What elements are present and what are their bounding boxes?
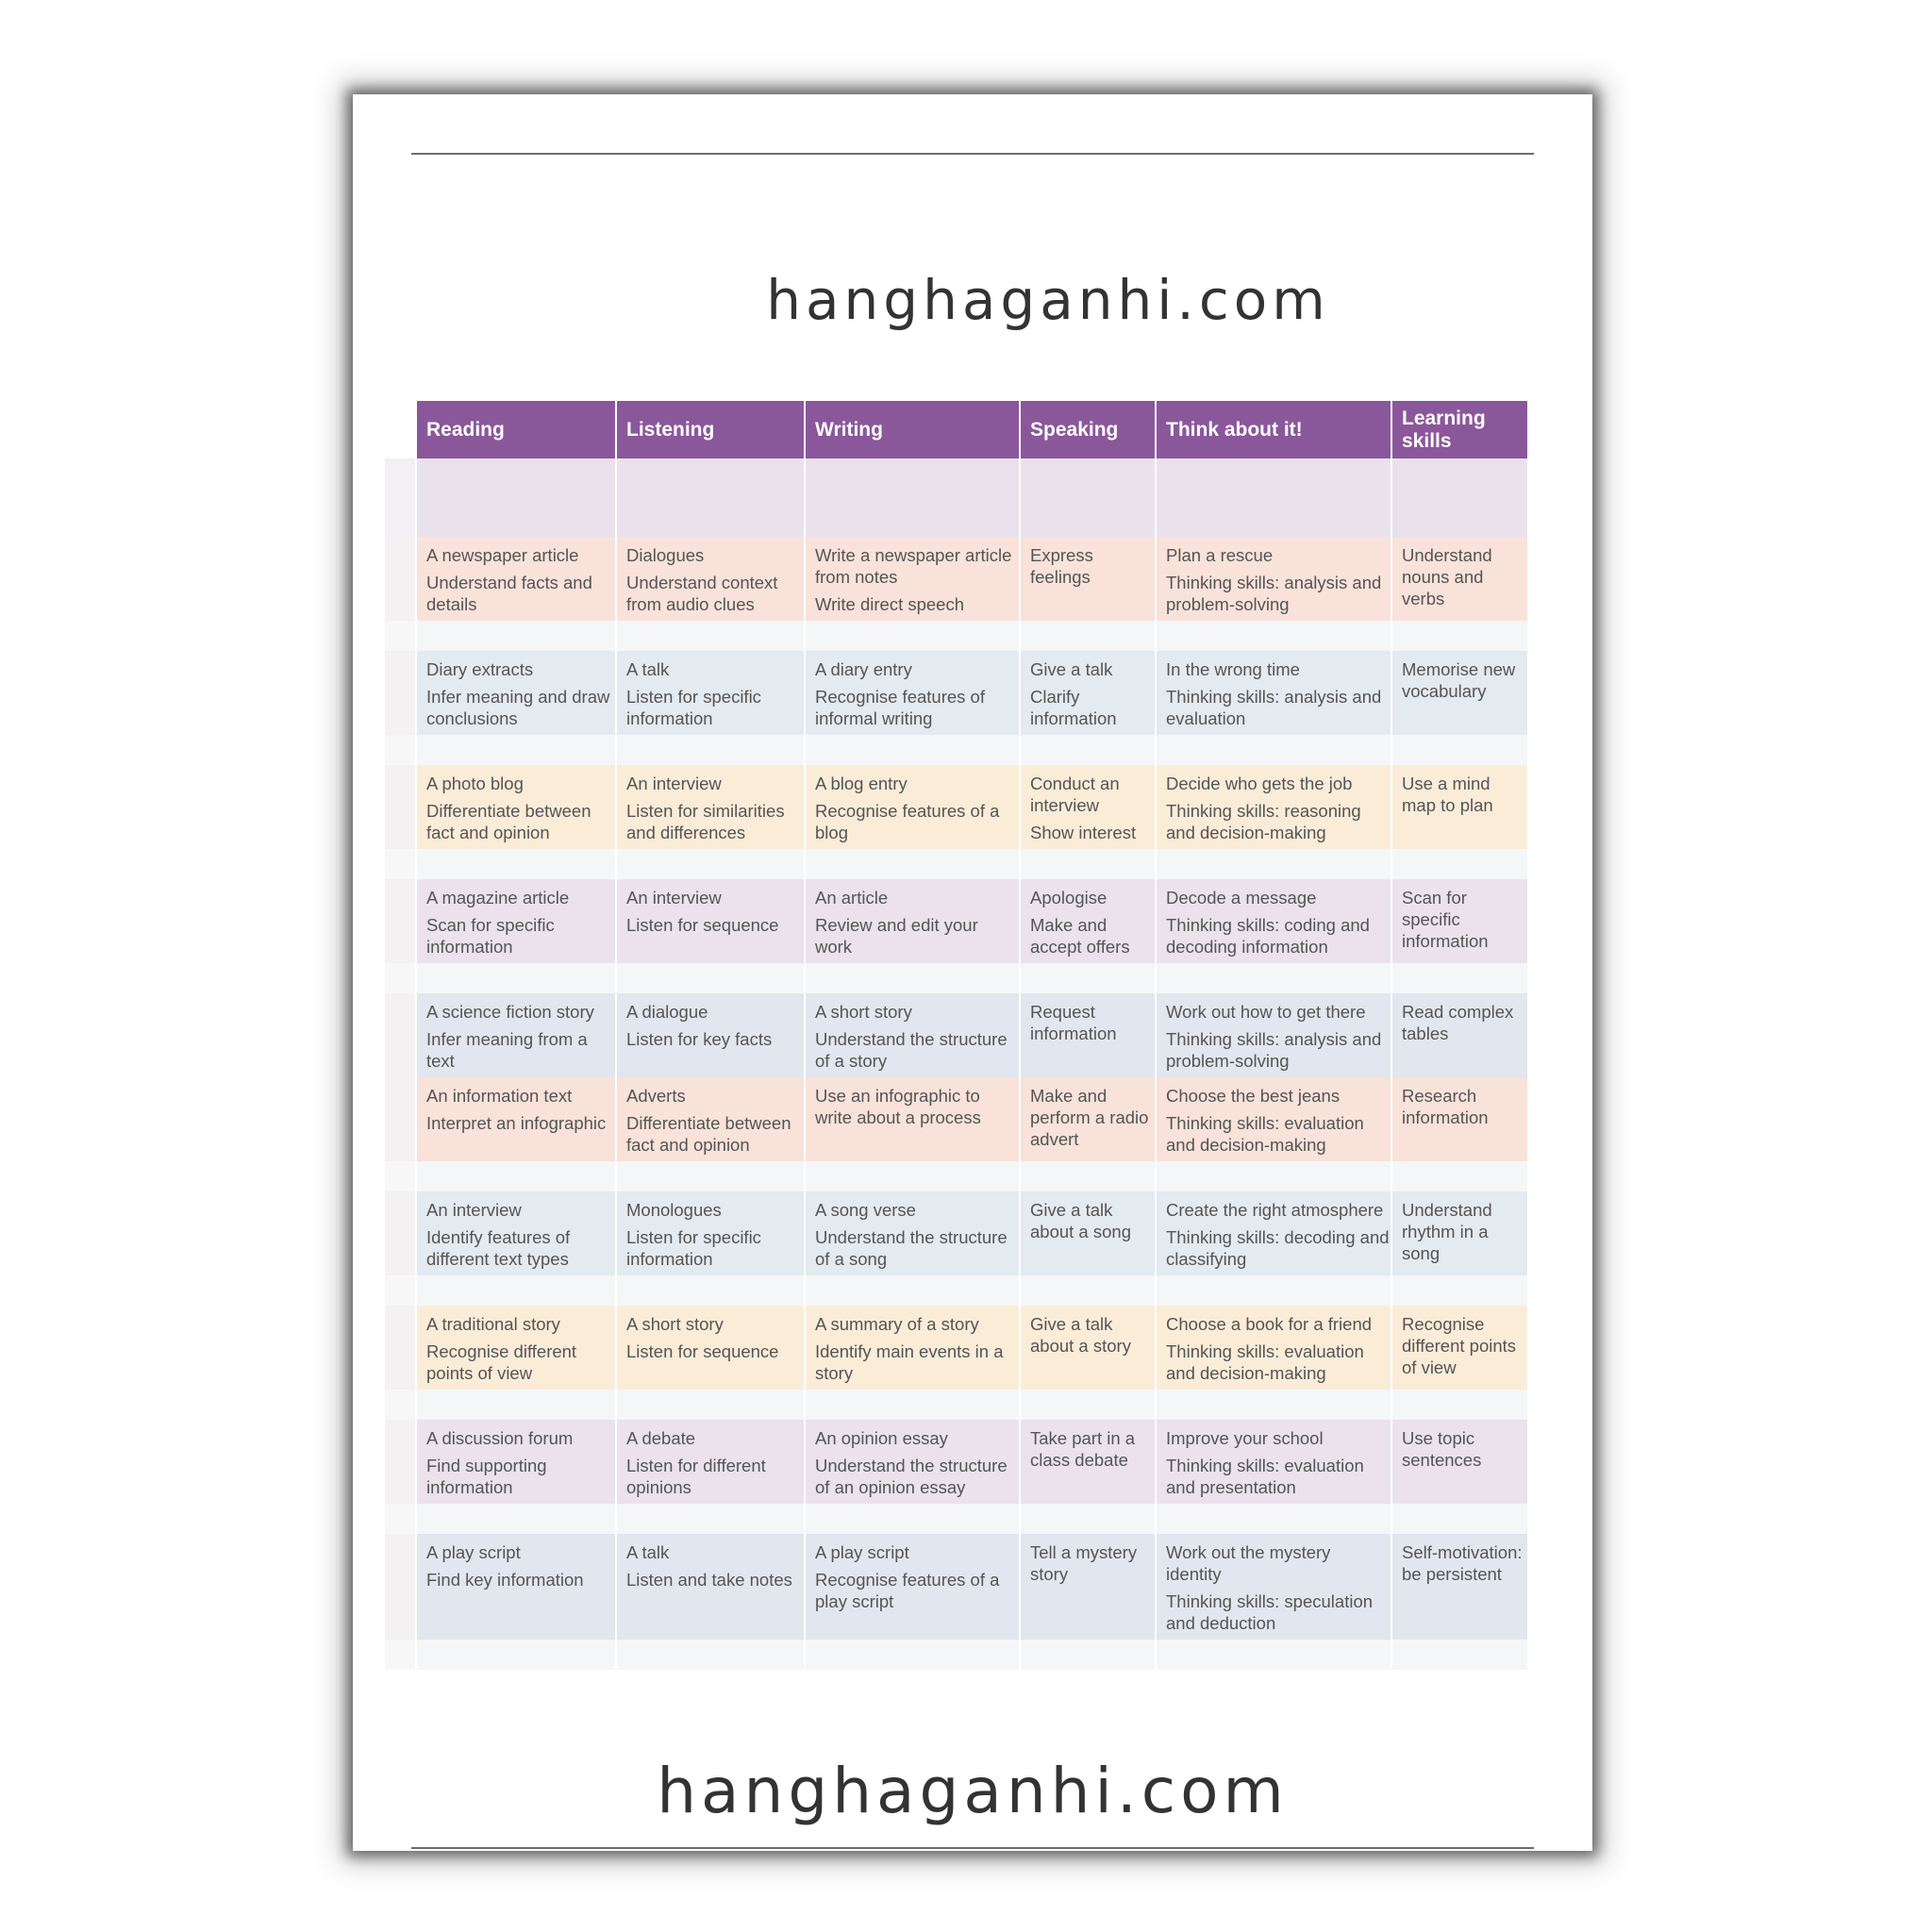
cell-text: Understand facts and details [426,573,592,614]
cell-listening [616,537,805,621]
cell-text: Use an infographic to write about a process [815,1086,981,1127]
cell-text: Give a talk about a story [1030,1314,1131,1356]
cell-text: Use topic sentences [1402,1428,1482,1470]
table-row [384,537,1527,621]
cell-speaking [1020,1534,1156,1640]
cell-reading [416,765,616,849]
cell-text: Plan a rescue [1166,545,1274,565]
cell-text: Scan for specific information [426,915,555,957]
cell-think-about-it [1156,537,1391,621]
cell-text: An article [815,888,889,908]
cell-text: Listen for sequence [626,1341,779,1361]
header-speaking: Speaking [1020,401,1156,458]
row-lead-cell [384,537,416,621]
cell-text: Thinking skills: reasoning and decision-making [1166,801,1361,842]
cell-text: Listen for key facts [626,1029,773,1049]
top-rule [411,153,1534,155]
cell-text: Understand the structure of an opinion essay [815,1456,1008,1497]
cell-think-about-it [1156,1534,1391,1640]
cell-text: A magazine article [426,888,570,908]
cell-text: Recognise different points of view [1402,1314,1517,1377]
cell-think-about-it [1156,1306,1391,1390]
cell-text: Show interest [1030,823,1137,842]
cell-think-about-it [1156,879,1391,963]
cell-speaking [1020,1420,1156,1504]
header-row [384,401,1527,458]
spacer-row [384,621,1527,651]
table-row [384,1420,1527,1504]
cell-learning-skills [1391,1420,1527,1504]
cell-text: Understand context from audio clues [626,573,778,614]
cell-text: A science fiction story [426,1002,594,1022]
cell-text: Choose a book for a friend [1166,1314,1373,1334]
cell-speaking [1020,879,1156,963]
cell-text: Clarify information [1030,687,1117,728]
spacer-row [384,735,1527,765]
cell-text: Listen for different opinions [626,1456,766,1497]
cell-listening [616,879,805,963]
cell-text: Thinking skills: evaluation and decision-making [1166,1113,1364,1155]
cell-reading [416,993,616,1077]
cell-text: A play script [426,1542,521,1562]
blank-row [384,458,1527,537]
cell-reading [416,1191,616,1275]
cell-listening [616,1077,805,1161]
spacer-row [384,1161,1527,1191]
cell-text: An opinion essay [815,1428,948,1448]
cell-writing [805,1191,1020,1275]
cell-speaking [1020,765,1156,849]
cell-text: Scan for specific information [1402,888,1489,951]
cell-learning-skills [1391,765,1527,849]
cell-speaking [1020,1306,1156,1390]
cell-learning-skills [1391,1306,1527,1390]
cell-text: Review and edit your work [815,915,978,957]
cell-writing [805,765,1020,849]
header-learning-skills: Learning skills [1391,401,1527,458]
cell-text: A diary entry [815,659,912,679]
cell-text: A talk [626,659,670,679]
cell-text: Diary extracts [426,659,534,679]
cell-text: Give a talk [1030,659,1113,679]
cell-text: Understand rhythm in a song [1402,1200,1492,1263]
header-reading: Reading [416,401,616,458]
cell-text: Conduct an interview [1030,774,1120,815]
cell-text: Listen for specific information [626,687,761,728]
cell-text: Listen for similarities and differences [626,801,785,842]
cell-think-about-it [1156,1077,1391,1161]
cell-text: Infer meaning and draw conclusions [426,687,610,728]
cell-text: An information text [426,1086,573,1106]
cell-text: Self-motivation: be persistent [1402,1542,1523,1584]
cell-text: Thinking skills: analysis and problem-solving [1166,573,1382,614]
cell-text: A traditional story [426,1314,560,1334]
cell-text: Recognise different points of view [426,1341,577,1383]
cell-writing [805,1420,1020,1504]
table-row [384,1306,1527,1390]
row-lead-cell [384,1191,416,1275]
cell-think-about-it [1156,651,1391,735]
cell-text: Research information [1402,1086,1489,1127]
cell-text: A dialogue [626,1002,708,1022]
cell-text: Work out the mystery identity [1166,1542,1331,1584]
spacer-row [384,849,1527,879]
cell-text: An interview [626,888,722,908]
cell-text: A talk [626,1542,670,1562]
cell-learning-skills [1391,1077,1527,1161]
cell-text: Listen for sequence [626,915,779,935]
cell-learning-skills [1391,537,1527,621]
cell-listening [616,1306,805,1390]
cell-writing [805,1534,1020,1640]
cell-writing [805,993,1020,1077]
cell-text: Thinking skills: speculation and deduction [1166,1591,1374,1633]
cell-text: Take part in a class debate [1030,1428,1136,1470]
cell-learning-skills [1391,993,1527,1077]
cell-text: A short story [626,1314,724,1334]
cell-writing [805,537,1020,621]
table-row [384,1534,1527,1640]
header-listening: Listening [616,401,805,458]
cell-text: Memorise new vocabulary [1402,659,1516,701]
cell-text: Find key information [426,1570,584,1590]
cell-text: Monologues [626,1200,722,1220]
row-lead-cell [384,765,416,849]
cell-reading [416,1077,616,1161]
header-writing: Writing [805,401,1020,458]
cell-text: Dialogues [626,545,705,565]
cell-think-about-it [1156,1191,1391,1275]
cell-text: Recognise features of a play script [815,1570,1000,1611]
cell-text: An interview [626,774,722,793]
spacer-row [384,1504,1527,1534]
cell-text: Express feelings [1030,545,1093,587]
cell-think-about-it [1156,765,1391,849]
cell-learning-skills [1391,879,1527,963]
cell-reading [416,537,616,621]
cell-text: Thinking skills: decoding and classifying [1166,1227,1390,1269]
cell-text: Identify features of different text types [426,1227,571,1269]
cell-text: Adverts [626,1086,686,1106]
cell-reading [416,1534,616,1640]
cell-text: Tell a mystery story [1030,1542,1138,1584]
syllabus-table [383,401,1527,1670]
cell-text: A play script [815,1542,909,1562]
cell-listening [616,993,805,1077]
cell-text: A photo blog [426,774,524,793]
cell-text: Recognise features of a blog [815,801,1000,842]
row-lead-cell [384,1306,416,1390]
cell-text: Understand nouns and verbs [1402,545,1492,608]
header-spacer [384,401,416,458]
cell-speaking [1020,1077,1156,1161]
cell-speaking [1020,651,1156,735]
cell-writing [805,1077,1020,1161]
cell-text: Make and perform a radio advert [1030,1086,1149,1149]
cell-text: Create the right atmosphere [1166,1200,1384,1220]
cell-speaking [1020,993,1156,1077]
cell-text: Give a talk about a song [1030,1200,1131,1241]
cell-text: Decode a message [1166,888,1317,908]
cell-reading [416,879,616,963]
spacer-row [384,963,1527,993]
cell-text: Understand the structure of a song [815,1227,1008,1269]
cell-reading [416,651,616,735]
row-lead-cell [384,651,416,735]
header-think-about-it: Think about it! [1156,401,1391,458]
cell-text: Use a mind map to plan [1402,774,1493,815]
watermark-top: hanghaganhi.com [766,268,1330,332]
cell-text: Thinking skills: analysis and problem-solving [1166,1029,1382,1071]
cell-listening [616,1534,805,1640]
cell-listening [616,1420,805,1504]
cell-text: Request information [1030,1002,1117,1043]
row-lead-cell [384,993,416,1077]
cell-text: Thinking skills: evaluation and decision-making [1166,1341,1364,1383]
cell-text: Understand the structure of a story [815,1029,1008,1071]
cell-reading [416,1306,616,1390]
table-row [384,879,1527,963]
table-body [384,458,1527,1670]
cell-speaking [1020,1191,1156,1275]
cell-text: A debate [626,1428,696,1448]
cell-text: Decide who gets the job [1166,774,1353,793]
cell-text: Thinking skills: coding and decoding information [1166,915,1370,957]
cell-listening [616,651,805,735]
spacer-row [384,1640,1527,1670]
cell-writing [805,1306,1020,1390]
cell-text: A summary of a story [815,1314,979,1334]
table-row [384,1077,1527,1161]
cell-reading [416,1420,616,1504]
cell-text: In the wrong time [1166,659,1300,679]
cell-learning-skills [1391,1534,1527,1640]
cell-text: Write a newspaper article from notes [815,545,1012,587]
table-row [384,651,1527,735]
row-lead-cell [384,1420,416,1504]
cell-text: Improve your school [1166,1428,1324,1448]
cell-text: Differentiate between fact and opinion [626,1113,791,1155]
cell-learning-skills [1391,651,1527,735]
table-row [384,993,1527,1077]
cell-writing [805,651,1020,735]
cell-text: Listen for specific information [626,1227,761,1269]
cell-text: Identify main events in a story [815,1341,1004,1383]
cell-think-about-it [1156,1420,1391,1504]
cell-text: A newspaper article [426,545,579,565]
cell-text: Choose the best jeans [1166,1086,1341,1106]
cell-text: Make and accept offers [1030,915,1130,957]
cell-text: A discussion forum [426,1428,574,1448]
bottom-rule [411,1847,1534,1849]
watermark-bottom: hanghaganhi.com [657,1755,1289,1827]
cell-text: A short story [815,1002,912,1022]
cell-text: Listen and take notes [626,1570,792,1590]
cell-text: Work out how to get there [1166,1002,1366,1022]
cell-text: Thinking skills: evaluation and presentation [1166,1456,1364,1497]
cell-text: A blog entry [815,774,908,793]
document-page [353,94,1592,1851]
cell-text: Read complex tables [1402,1002,1514,1043]
table-row [384,1191,1527,1275]
cell-text: Infer meaning from a text [426,1029,588,1071]
spacer-row [384,1275,1527,1306]
cell-text: Interpret an infographic [426,1113,607,1133]
cell-text: Find supporting information [426,1456,547,1497]
cell-learning-skills [1391,1191,1527,1275]
cell-speaking [1020,537,1156,621]
cell-text: Differentiate between fact and opinion [426,801,591,842]
row-lead-cell [384,879,416,963]
cell-text: Recognise features of informal writing [815,687,985,728]
cell-text: An interview [426,1200,522,1220]
cell-listening [616,765,805,849]
table-row [384,765,1527,849]
cell-think-about-it [1156,993,1391,1077]
row-lead-cell [384,1534,416,1640]
spacer-row [384,1390,1527,1420]
cell-text: Thinking skills: analysis and evaluation [1166,687,1382,728]
cell-text: Write direct speech [815,594,964,614]
cell-writing [805,879,1020,963]
cell-text: Apologise [1030,888,1108,908]
row-lead-cell [384,1077,416,1161]
cell-text: A song verse [815,1200,916,1220]
cell-listening [616,1191,805,1275]
